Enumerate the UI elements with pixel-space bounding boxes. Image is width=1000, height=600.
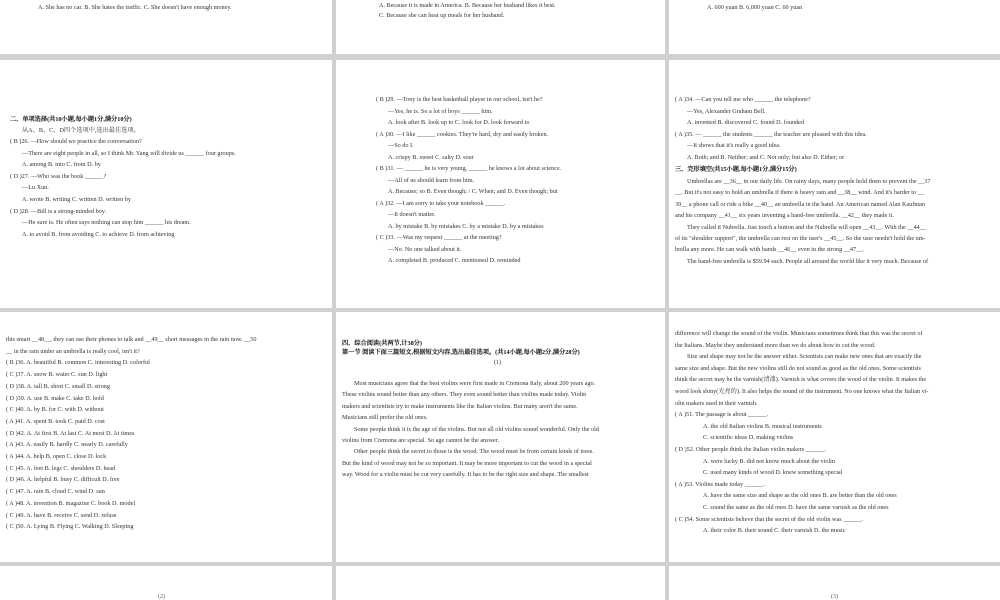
text-line: ( A )48. A. invention B. magazine C. book D. model: [6, 499, 136, 507]
text-line: ( A )30. —I like ______ cookies. They're hard, dry and easily broken.: [376, 130, 549, 138]
text-line: ( C )33. —Was my request ______ at the meeting?: [376, 234, 502, 241]
text-line: —Yes, Alexander Graham Bell.: [687, 107, 766, 115]
page-footer-mid: [336, 566, 665, 600]
text-line: These violins sound better than any others. They even sound better than violins made today. Violin: [342, 391, 587, 399]
page-number: (2): [158, 594, 165, 600]
text-line: ( B )26. —How should we practice the conversation?: [10, 138, 142, 145]
text-line: —It doesn't matter.: [388, 211, 436, 218]
text-line: ( A )32. —I am sorry to take your notebook ______.: [376, 199, 506, 207]
text-line: wood look shiny(光亮的). It also helps the sound of the instrument. No one knows what the Italian vi-: [675, 388, 929, 395]
text-line: same size and shape. But the new violins still do not sound as good as the old ones. Some scientists: [675, 364, 921, 372]
text-line: __. But it's not easy to hold an umbrella if there is heavy rain and __38__ wind. And it's harder to __: [675, 189, 924, 197]
text-line: But the kind of wood may not be so important. It may be more important to cut the wood in a special: [342, 459, 592, 467]
text-line: —No. No one talked about it.: [388, 245, 462, 253]
text-line: A. wrote B. writing C. written D. written by: [22, 196, 131, 203]
text-line: A. 600 yuan B. 6,000 yuan C. 60 yuan: [707, 4, 803, 11]
text-line: brella any more. He can walk with hands __46__ even in the strong __47__.: [675, 246, 864, 254]
text-line: of its "shoulder support", the umbrella can rest on the user's __45__. So the user needn't hold the um-: [675, 235, 926, 242]
text-line: A. Both; and B. Neither; and C. Not only; but also D. Either; or: [687, 153, 845, 161]
text-line: ( D )27. —Who was the book ______?: [10, 172, 107, 180]
text-line: A. invented B. discovered C. found D. founded: [687, 119, 805, 126]
text-line: ( D )52. Other people think the Italian violin makers ______.: [675, 446, 826, 453]
text-line: C. Because she can heat up meals for her husband.: [379, 12, 505, 19]
page-bottom-right: [669, 312, 1000, 562]
text-line: think the secret may be the varnish(清漆). Varnish is what covers the wood of the violin. It makes the: [675, 376, 927, 384]
passage-number: (1): [494, 359, 502, 366]
text-line: C. used many kinds of wood D. knew something special: [703, 469, 843, 477]
text-line: way. Wood for a violin must be cut very carefully. It has to be the right size and shape. The smallest: [342, 471, 589, 479]
text-line: ( A )53. Violins made today ______.: [675, 480, 765, 488]
page-footer-right: [669, 566, 1000, 600]
text-line: —It shows that it's really a good idea.: [687, 142, 781, 149]
text-line: Musicians still prefer the old ones.: [342, 414, 428, 422]
page-top-right: [669, 0, 1000, 54]
text-line: Size and shape may not be the answer either. Scientists can make new ones that are exactly the: [687, 353, 922, 361]
page-middle-left: [0, 60, 332, 308]
text-line: ( A )35. — ______ the students ______ the teacher are pleased with this idea.: [675, 130, 867, 138]
text-line: __ in the rain under an umbrella is really cool, isn't it?: [6, 347, 140, 355]
text-line: Umbrellas are __36__ in our daily life. On rainy days, many people hold them to prevent the __37: [687, 178, 931, 185]
text-line: this smart __48__, they can use their phones to talk and __49__ short messages in the rain now. __50: [6, 336, 257, 343]
text-line: A. look after B. look up to C. look for D. look forward to: [388, 119, 530, 126]
text-line: A. She has no car. B. She hates the traffic. C. She doesn't have enough money.: [38, 4, 232, 11]
text-line: —Lu Xun.: [22, 184, 49, 192]
text-line: ( D )39. A. use B. make C. take D. hold: [6, 394, 104, 402]
text-line: A. among B. into C. from D. by: [22, 161, 101, 169]
text-line: The hand-free umbrella is $59.94 each. People all around the world like it very much. Because of: [687, 257, 929, 265]
text-line: ( C )45. A. feet B. legs C. shoulders D. head: [6, 464, 116, 472]
section-title: 三、完形填空(共15小题,每小题1分,满分15分): [675, 166, 797, 173]
text-line: —All of us should learn from him.: [388, 176, 475, 184]
text-line: ( C )54. Some scientists believe that the secret of the old violin was ______.: [675, 515, 864, 523]
text-line: Most musicians agree that the best violins were first made in Cremona Italy, about 200 years ago.: [354, 380, 596, 387]
text-line: makers and scientists try to make instruments like the Italian violins. But many aren't the same.: [342, 402, 578, 410]
text-line: ( D )38. A. tall B. short C. small D. strong: [6, 382, 110, 390]
text-line: —He sure is. He often says nothing can stop him ______ his dream.: [22, 219, 191, 227]
text-line: ( B )31. — ______ he is very young, ______ he knows a lot about science.: [376, 165, 562, 172]
text-line: difference will change the sound of the violin. Musicians sometimes think that this was the secret of: [675, 330, 923, 337]
page-number: (3): [831, 594, 838, 600]
text-line: A. were lucky B. did not know much about the violin: [703, 457, 835, 465]
text-line: A. to avoid B. from avoiding C. to achieve D. from achieving: [22, 230, 175, 238]
section-title: 二、单项选择(共10小题,每小题1分,满分10分): [10, 116, 132, 123]
text-line: the Italians. Maybe they understand more than we do about how to cut the wood.: [675, 341, 876, 349]
text-line: and his company __41__ six years inventing a hand-free umbrella. __42__ they made it.: [675, 212, 894, 220]
page-middle-mid: [336, 60, 665, 308]
text-line: They called it Nubrella. Just touch a button and the Nubrella will open __43__. With the __44__: [687, 223, 926, 231]
text-line: —Yes, he is. So a lot of boys ______ him.: [388, 107, 493, 115]
page-middle-right: [669, 60, 1000, 308]
text-line: A. Because; so B. Even though; / C. When; and D. Even though; but: [388, 188, 558, 195]
text-line: ( B )29. —Tony is the best basketball player in our school, isn't he?: [376, 96, 543, 103]
text-line: ( B )36. A. beautiful B. common C. interesting D. colorful: [6, 359, 150, 367]
text-line: violins from Cremona are special. So age cannot be the answer.: [342, 437, 500, 444]
text-line: Some people think it is the age of the violins. But not all old violins sound wonderful. Only the old: [354, 425, 599, 433]
text-line: A. the old Italian violins B. musical instruments: [703, 422, 822, 430]
text-line: ( A )44. A. help B. open C. close D. lock: [6, 453, 107, 460]
text-line: A. have the same size and shape as the old ones B. are better than the old ones: [703, 492, 897, 500]
text-line: C. sound the same as the old ones D. have the same varnish as the old ones: [703, 504, 889, 511]
text-line: ( D )42. A. At first B. At last C. At most D. At times: [6, 429, 135, 437]
instruction: 从A、B、C、D四个选项中,选出最佳选项。: [22, 127, 140, 134]
text-line: ( A )41. A. spent B. took C. paid D. cost: [6, 417, 105, 425]
text-line: ( D )28. —Bill is a strong-minded boy.: [10, 207, 107, 215]
text-line: olin makers used in their varnish.: [675, 399, 758, 407]
text-line: ( C )37. A. snow B. water C. sun D. light: [6, 371, 108, 379]
text-line: A. completed B. produced C. mentioned D. reminded: [388, 257, 521, 264]
text-line: ( C )49. A. have B. receive C. send D. refuse: [6, 511, 117, 519]
subsection-title: 第一节 阅读下面三篇短文,根据短文内容,选出最佳选项。(共14小题,每小题2分,满分28分): [342, 349, 580, 356]
text-line: 39__ a phone call or ride a bike __40__ an umbrella in the hand. An American named Alan Kaufman: [675, 200, 926, 208]
text-line: ( C )47. A. rain B. cloud C. wind D. sun: [6, 488, 105, 496]
text-line: —So do I.: [388, 142, 414, 149]
page-bottom-mid: [336, 312, 665, 562]
text-line: A. Because it is made in America. B. Because her husband likes it best.: [379, 2, 556, 9]
page-top-left: [0, 0, 332, 54]
text-line: ( A )51. The passage is about ______.: [675, 411, 769, 419]
page-footer-left: [0, 566, 332, 600]
text-line: —There are eight people in all, so I think Mr. Yang will divide us ______ four groups.: [22, 149, 236, 157]
text-line: Other people think the secret to those is the wood. The wood must be from certain kinds of trees.: [354, 448, 594, 456]
text-line: C. scientific ideas D. making violins: [703, 434, 794, 442]
text-line: A. their color B. their sound C. their varnish D. the music: [703, 527, 846, 535]
text-line: ( C )40. A. by B. for C. with D. without: [6, 406, 104, 414]
section-title: 四、综合阅读(共两节,计38分): [342, 340, 422, 347]
text-line: ( A )34. —Can you tell me who ______ the telephone?: [675, 96, 811, 103]
page-top-mid: [336, 0, 665, 54]
text-line: ( A )43. A. easily B. hardly C. nearly D. carefully: [6, 441, 128, 449]
text-line: A. crispy B. sweet C. salty D. sour: [388, 153, 474, 161]
page-bottom-left: [0, 312, 332, 562]
text-line: A. by mistake B. by mistakes C. by a mistake D. by a mistakes: [388, 222, 544, 230]
text-line: ( D )46. A. helpful B. busy C. difficult D. free: [6, 476, 120, 484]
text-line: ( C )50. A. Lying B. Flying C. Walking D. Sleeping: [6, 523, 134, 531]
